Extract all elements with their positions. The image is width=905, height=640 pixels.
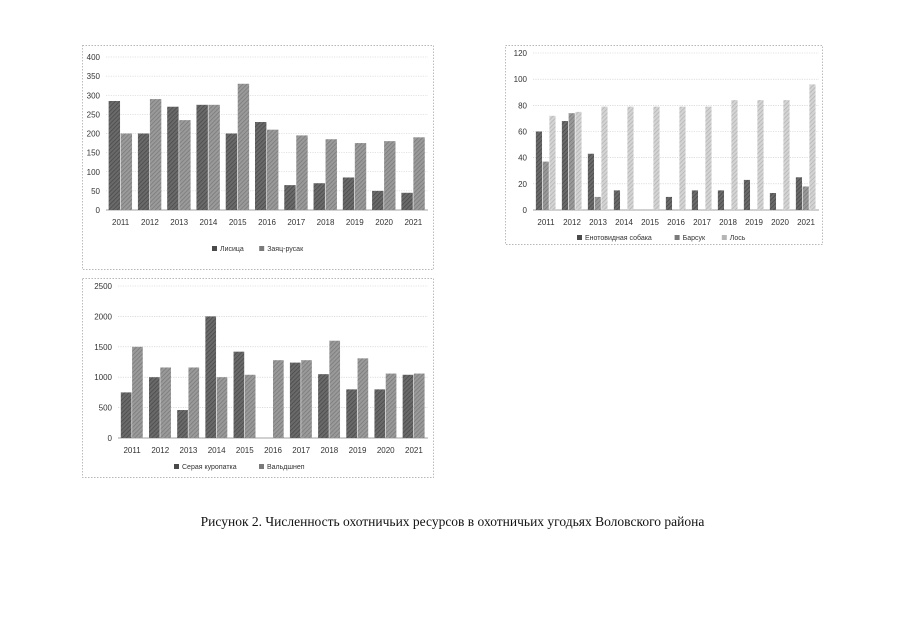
y-tick-label: 0: [95, 206, 100, 215]
bar: [177, 410, 188, 438]
y-tick-label: 300: [86, 91, 100, 101]
legend-label: Лось: [729, 235, 746, 242]
y-tick-label: 250: [86, 110, 100, 120]
legend-swatch: [259, 246, 264, 251]
bar: [569, 113, 575, 210]
bar: [595, 197, 601, 210]
legend-swatch: [212, 246, 217, 251]
bar: [284, 185, 295, 210]
bar: [196, 105, 207, 210]
bar: [179, 120, 190, 210]
legend-label: Лисица: [220, 246, 244, 253]
y-tick-label: 2000: [94, 312, 112, 322]
x-tick-label: 2021: [404, 218, 423, 227]
bar: [374, 389, 385, 438]
bar: [167, 107, 178, 210]
bar: [614, 190, 620, 210]
legend-swatch: [577, 235, 582, 240]
x-tick-label: 2020: [375, 218, 393, 227]
x-tick-label: 2016: [667, 218, 685, 227]
x-tick-label: 2020: [376, 446, 395, 455]
y-tick-label: 100: [86, 167, 100, 177]
x-tick-label: 2017: [693, 218, 711, 227]
bar: [413, 137, 424, 210]
legend-label: Заяц-русак: [267, 246, 304, 253]
bar: [290, 363, 301, 438]
bar: [318, 374, 329, 438]
bar: [226, 134, 237, 211]
figure-caption: Рисунок 2. Численность охотничьих ресурсов в охотничьих угодьях Воловского района: [200, 514, 705, 529]
bar: [301, 360, 312, 438]
bar: [536, 132, 542, 211]
bar: [150, 99, 161, 210]
y-tick-label: 200: [86, 129, 100, 139]
bar: [803, 186, 809, 210]
bar: [238, 84, 249, 210]
x-tick-label: 2016: [258, 218, 276, 227]
bar: [627, 107, 633, 210]
bar: [267, 130, 278, 210]
chart-fox-hare: [82, 45, 434, 270]
bar: [160, 367, 171, 438]
bar: [744, 180, 750, 210]
bar: [588, 154, 594, 210]
bar: [414, 374, 425, 438]
bar: [783, 100, 789, 210]
x-tick-label: 2012: [563, 218, 581, 227]
y-tick-label: 1000: [94, 373, 112, 383]
bar: [296, 135, 307, 210]
x-tick-label: 2015: [641, 218, 659, 227]
y-tick-label: 150: [86, 148, 100, 158]
bar: [549, 116, 555, 210]
bar: [372, 191, 383, 210]
y-tick-label: 0: [522, 206, 527, 215]
bar: [188, 367, 199, 438]
bar: [809, 84, 815, 210]
y-tick-label: 0: [107, 434, 112, 443]
x-tick-label: 2015: [228, 218, 247, 227]
y-tick-label: 120: [513, 49, 527, 58]
y-tick-label: 100: [513, 75, 527, 85]
x-tick-label: 2018: [316, 218, 335, 227]
bar: [575, 112, 581, 210]
y-tick-label: 50: [91, 186, 100, 196]
x-tick-label: 2011: [537, 218, 555, 227]
x-tick-label: 2017: [292, 446, 311, 455]
bar: [121, 134, 132, 211]
y-tick-label: 60: [518, 127, 527, 137]
bar: [705, 107, 711, 210]
legend-swatch: [675, 235, 680, 240]
bar: [666, 197, 672, 210]
x-tick-label: 2014: [207, 446, 226, 455]
bar: [329, 341, 340, 438]
legend-swatch: [174, 464, 179, 469]
bar: [543, 162, 549, 210]
x-tick-label: 2011: [123, 446, 141, 455]
chart-fox-hare-svg: [82, 45, 434, 270]
x-tick-label: 2017: [287, 218, 306, 227]
legend-label: Вальдшнеп: [267, 464, 305, 471]
bar: [314, 183, 325, 210]
chart-birds-svg: [82, 278, 434, 478]
chart-mammals-svg: [505, 45, 823, 245]
bar: [109, 101, 120, 210]
bar: [386, 374, 397, 438]
x-tick-label: 2019: [745, 218, 763, 227]
x-tick-label: 2019: [345, 218, 364, 227]
bar: [403, 375, 414, 438]
bar: [401, 193, 412, 210]
bar: [208, 105, 219, 210]
y-tick-label: 40: [518, 153, 527, 163]
bar: [138, 134, 149, 211]
bar: [326, 139, 337, 210]
y-tick-label: 20: [518, 179, 527, 189]
bar: [346, 389, 357, 438]
x-tick-label: 2013: [170, 218, 189, 227]
bar: [121, 392, 132, 438]
bar: [731, 100, 737, 210]
bar: [692, 190, 698, 210]
chart-birds: [82, 278, 434, 478]
bar: [757, 100, 763, 210]
bar: [343, 177, 354, 210]
bar: [653, 107, 659, 210]
bar: [601, 107, 607, 210]
x-tick-label: 2014: [199, 218, 218, 227]
x-tick-label: 2013: [589, 218, 607, 227]
bar: [718, 190, 724, 210]
x-tick-label: 2012: [141, 218, 159, 227]
x-tick-label: 2019: [348, 446, 367, 455]
bar: [384, 141, 395, 210]
bar: [679, 107, 685, 210]
legend-swatch: [259, 464, 264, 469]
x-tick-label: 2015: [235, 446, 254, 455]
bar: [358, 358, 369, 438]
x-tick-label: 2012: [151, 446, 170, 455]
legend-swatch: [722, 235, 727, 240]
x-tick-label: 2016: [264, 446, 282, 455]
x-tick-label: 2018: [719, 218, 737, 227]
y-tick-label: 350: [86, 72, 100, 82]
x-tick-label: 2021: [405, 446, 423, 455]
legend-label: Барсук: [682, 235, 706, 242]
bar: [149, 377, 160, 438]
x-tick-label: 2011: [112, 218, 130, 227]
y-tick-label: 80: [518, 101, 527, 111]
x-tick-label: 2018: [320, 446, 339, 455]
legend-label: Енотовидная собака: [585, 235, 652, 242]
bar: [273, 360, 284, 438]
bar: [770, 193, 776, 210]
bar: [234, 352, 245, 438]
chart-mammals: [505, 45, 823, 245]
x-tick-label: 2014: [615, 218, 633, 227]
y-tick-label: 1500: [94, 342, 112, 352]
bar: [355, 143, 366, 210]
x-tick-label: 2020: [771, 218, 789, 227]
bar: [132, 347, 143, 438]
x-tick-label: 2013: [179, 446, 198, 455]
y-tick-label: 500: [98, 403, 112, 413]
x-tick-label: 2021: [797, 218, 815, 227]
bar: [205, 316, 216, 438]
bar: [796, 177, 802, 210]
y-tick-label: 2500: [94, 282, 112, 291]
bar: [245, 375, 256, 438]
legend-label: Серая куропатка: [182, 464, 237, 471]
y-tick-label: 400: [86, 53, 100, 62]
bar: [562, 121, 568, 210]
bar: [217, 377, 228, 438]
bar: [255, 122, 266, 210]
